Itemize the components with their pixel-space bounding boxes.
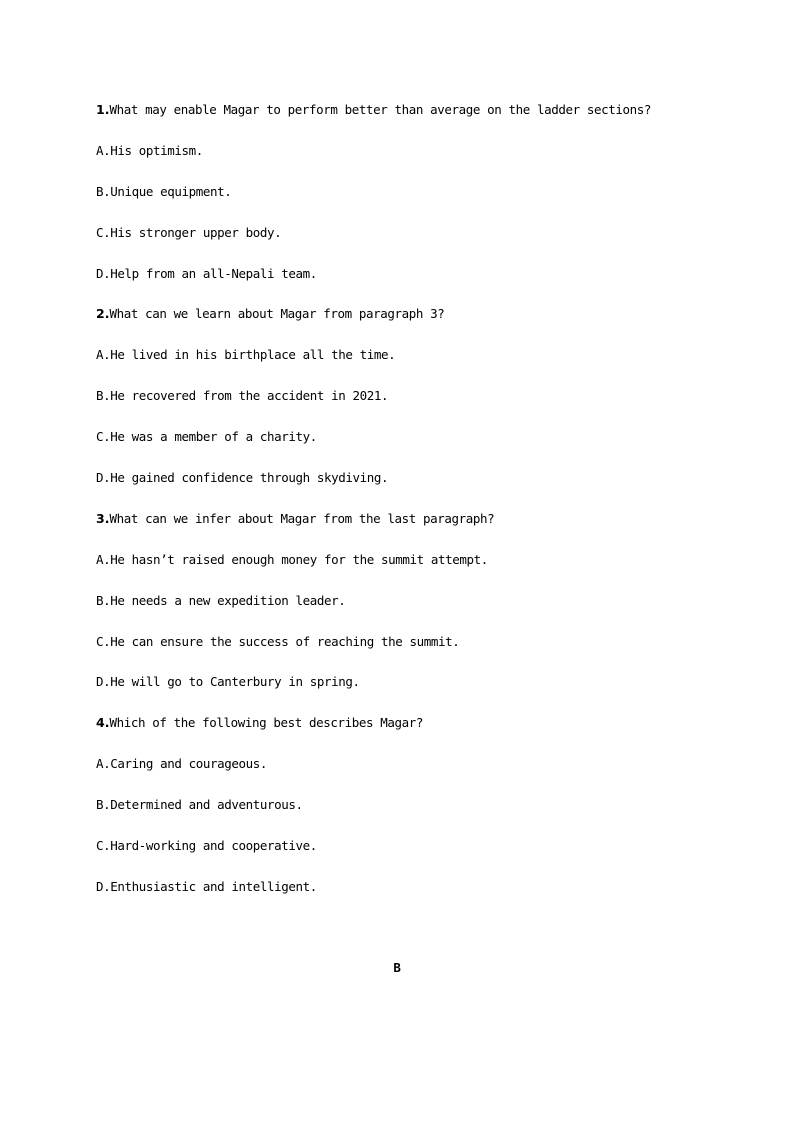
question-number: 2.: [96, 306, 110, 322]
option-d: D.Enthusiastic and intelligent.: [96, 878, 317, 894]
option-a: A.Caring and courageous.: [96, 756, 268, 772]
option-c: C.He can ensure the success of reaching the summit.: [96, 633, 460, 649]
option-b: B.Unique equipment.: [96, 183, 232, 199]
option-b: B.He needs a new expedition leader.: [96, 592, 346, 608]
question-number: 1.: [96, 102, 110, 117]
question-3: [96, 509, 756, 529]
question-text: What may enable Magar to perform better than average on the ladder sections?: [109, 102, 652, 117]
question-list: [96, 100, 756, 918]
question-number: 4.: [96, 715, 110, 731]
option-d: D.Help from an all-Nepali team.: [96, 265, 317, 281]
question-text: Which of the following best describes Magar?: [109, 715, 423, 731]
question-4: [96, 713, 756, 733]
option-a: A.He lived in his birthplace all the time.: [96, 347, 396, 363]
option-a: A.He hasn’t raised enough money for the summit attempt.: [96, 551, 488, 567]
option-b: B.Determined and adventurous.: [96, 797, 303, 813]
option-c: C.Hard-working and cooperative.: [96, 838, 317, 854]
question-2: [96, 304, 756, 324]
question-number: 3.: [96, 510, 110, 526]
option-c: C.He was a member of a charity.: [96, 429, 317, 445]
option-a: A.His optimism.: [96, 142, 203, 158]
question-1: [96, 100, 756, 120]
option-d: D.He gained confidence through skydiving.: [96, 470, 389, 486]
option-b: B.He recovered from the accident in 2021.: [96, 388, 389, 404]
option-c: C.His stronger upper body.: [96, 224, 282, 240]
question-text: What can we learn about Magar from paragraph 3?: [109, 306, 445, 322]
question-text: What can we infer about Magar from the last paragraph?: [109, 510, 495, 526]
section-marker: B: [393, 960, 401, 975]
option-d: D.He will go to Canterbury in spring.: [96, 674, 360, 690]
